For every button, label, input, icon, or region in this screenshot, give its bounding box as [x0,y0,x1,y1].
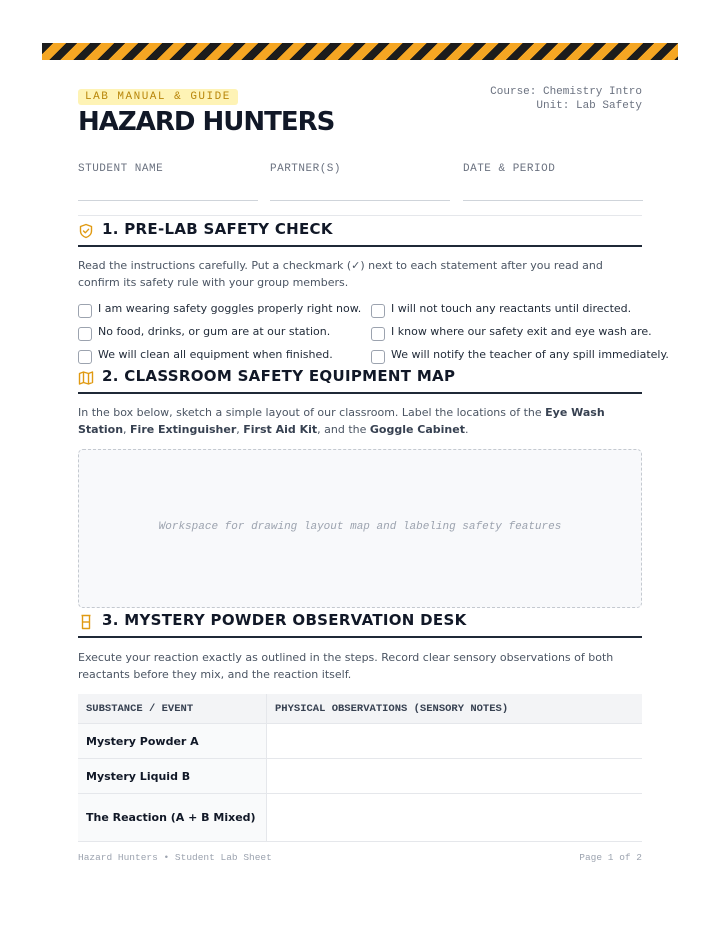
checkbox[interactable] [371,304,385,318]
map-workspace[interactable] [78,449,642,608]
page-title: HAZARD HUNTERS [78,107,335,137]
item-fire-extinguisher: Fire Extinguisher [130,423,237,436]
course-label: Course: Chemistry Intro [490,86,642,98]
unit-label: Unit: Lab Safety [536,100,642,112]
checkbox[interactable] [78,327,92,341]
course-info [490,85,642,113]
item-eye-wash: Eye Wash Station [78,406,605,436]
date-period-label: DATE & PERIOD [463,163,556,175]
table-row [78,759,642,794]
section-observation-header [78,610,642,638]
checkbox[interactable] [371,350,385,364]
student-name-field[interactable] [78,163,258,175]
table-row [78,794,642,842]
partners-label: PARTNER(S) [270,163,342,175]
check-label: I know where our safety exit and eye wash are. [391,325,652,338]
row-label: The Reaction (A + B Mixed) [78,794,267,842]
student-name-label: STUDENT NAME [78,163,164,175]
observation-table [78,694,642,842]
beaker-icon [78,614,94,630]
row-label: Mystery Powder A [78,724,267,759]
table-row [78,724,642,759]
observation-cell[interactable] [267,724,643,759]
row-label: Mystery Liquid B [78,759,267,794]
map-icon [78,370,94,386]
shield-check-icon [78,223,94,239]
partners-field[interactable] [270,163,450,175]
section-prelab-title: 1. PRE-LAB SAFETY CHECK [102,220,333,238]
separator: , [123,423,131,436]
observation-cell[interactable] [267,794,643,842]
check-label: I am wearing safety goggles properly right now. [98,302,362,315]
item-goggle-cabinet: Goggle Cabinet [369,423,465,436]
checkbox[interactable] [371,327,385,341]
section-map-title: 2. CLASSROOM SAFETY EQUIPMENT MAP [102,367,456,385]
date-period-line[interactable] [463,200,643,201]
check-label: I will not touch any reactants until directed. [391,302,632,315]
checkbox[interactable] [78,304,92,318]
col-observations: PHYSICAL OBSERVATIONS (SENSORY NOTES) [267,694,643,724]
footer-page-number: Page 1 of 2 [579,852,642,863]
header-divider [78,215,642,216]
manual-tag: LAB MANUAL & GUIDE [78,89,238,105]
separator: , [236,423,244,436]
and-the: , and the [317,423,370,436]
section-observation-title: 3. MYSTERY POWDER OBSERVATION DESK [102,611,467,629]
hazard-stripe [42,43,678,60]
check-label: We will notify the teacher of any spill immediately. [391,348,669,361]
check-label: No food, drinks, or gum are at our station. [98,325,331,338]
map-intro: In the box below, sketch a simple layout of our classroom. Label the locations of the [78,406,546,419]
check-label: We will clean all equipment when finished. [98,348,333,361]
student-name-line[interactable] [78,200,258,201]
observation-instructions: Execute your reaction exactly as outlined in the steps. Record clear sensory observations of both reactants before they mix, and the reaction itself. [78,651,614,681]
workspace-hint: Workspace for drawing layout map and labeling safety features [158,521,562,533]
section-prelab-header [78,219,642,247]
period: . [464,423,469,436]
checkbox[interactable] [78,350,92,364]
item-first-aid: First Aid Kit [243,423,318,436]
map-instructions [78,404,642,438]
col-substance: SUBSTANCE / EVENT [78,694,267,724]
partners-line[interactable] [270,200,450,201]
observation-cell[interactable] [267,759,643,794]
section-map-header [78,366,642,394]
table-header-row [78,694,642,724]
date-period-field[interactable] [463,163,643,175]
footer-left: Hazard Hunters • Student Lab Sheet [78,852,272,863]
prelab-instructions: Read the instructions carefully. Put a checkmark (✓) next to each statement after you read and confirm its safety rule with your group members. [78,259,603,289]
